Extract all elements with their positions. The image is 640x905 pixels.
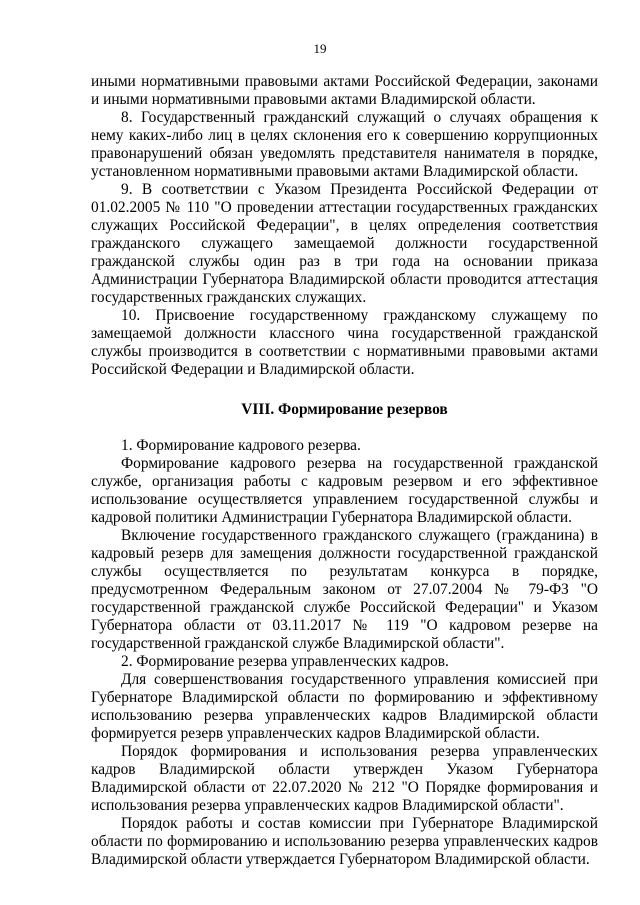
paragraph-personnel-reserve-title: 1. Формирование кадрового резерва. [121,437,361,454]
paragraph-personnel-reserve-body: Формирование кадрового резерва на государственной гражданской службе, организация работы с кадровым резервом и его эффективное использование осуществляется управлением государственной службы и кадровой политики Администрации Губернатора Владимирской области. [91,455,598,526]
paragraph-item-10: 10. Присвоение государственному гражданскому служащему по замещаемой должности классного чина государственной гражданской службы производится в соответствии с нормативными правовыми актами Российской Федерации и Владимирской области. [91,307,598,378]
paragraph-reserve-inclusion: Включение государственного гражданского служащего (гражданина) в кадровый резерв для замещения должности государственной гражданской службы осуществляется по результатам конкурса в порядке, предусмотренном Федеральным законом от 27.07.2004 № 79-ФЗ "О государственной гражданской службе Российской Федерации" и Указом Губернатора области от 03.11.2017 № 119 "О кадровом резерве на государственной гражданской службе Владимирской области". [91,527,598,652]
paragraph-continuation: иными нормативными правовыми актами Российской Федерации, законами и иными нормативными правовыми актами Владимирской области. [91,73,598,108]
paragraph-management-reserve-title: 2. Формирование резерва управленческих кадров. [121,653,449,670]
paragraph-management-reserve-order: Порядок формирования и использования резерва управленческих кадров Владимирской области утвержден Указом Губернатора Владимирской области от 22.07.2020 № 212 "О Порядке формирования и использования резерва управленческих кадров Владимирской области". [91,743,598,814]
page-number: 19 [313,41,327,56]
paragraph-item-9: 9. В соответствии с Указом Президента Российской Федерации от 01.02.2005 № 110 "О проведении аттестации государственных гражданских служащих Российской Федерации", в целях определения соответствия гражданского служащего замещаемой должности государственной гражданской службы один раз в три года на основании приказа Администрации Губернатора Владимирской области проводится аттестация государственных гражданских служащих. [91,181,598,306]
paragraph-commission-order: Порядок работы и состав комиссии при Губернаторе Владимирской области по формированию и использованию резерва управленческих кадров Владимирской области утверждается Губернатором Владимирской области. [91,815,598,868]
section-heading: VIII. Формирование резервов [241,401,448,418]
page-body [91,73,598,869]
paragraph-item-8: 8. Государственный гражданский служащий о случаях обращения к нему каких-либо лиц в целях склонения его к совершению коррупционных правонарушений обязан уведомлять представителя нанимателя в порядке, установленном нормативными правовыми актами Владимирской области. [91,109,598,180]
paragraph-management-reserve-body: Для совершенствования государственного управления комиссией при Губернаторе Владимирской области по формированию и эффективному использованию резерва управленческих кадров Владимирской области формируется резерв управленческих кадров Владимирской области. [91,671,598,742]
